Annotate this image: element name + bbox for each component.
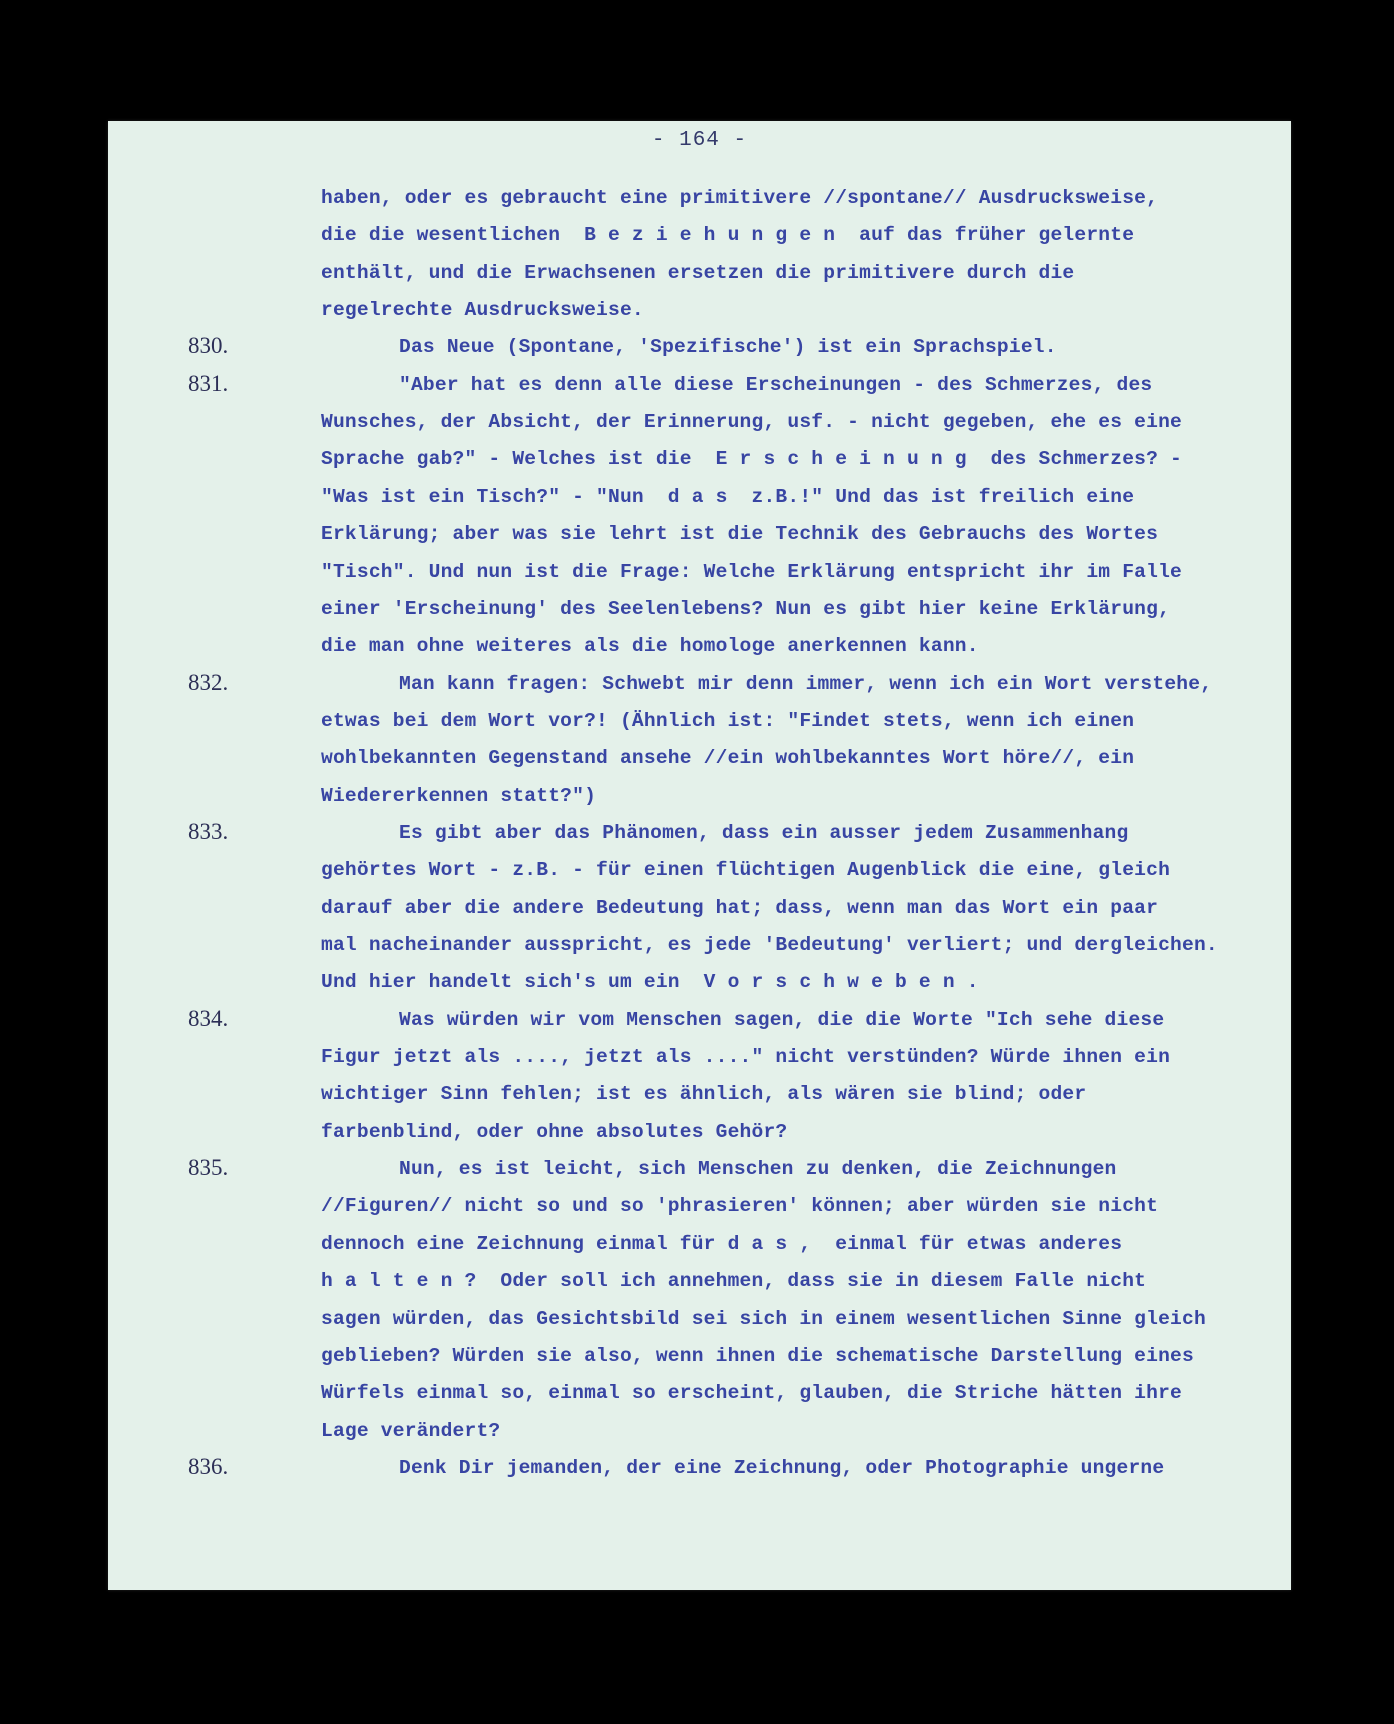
text-line: geblieben? Würden sie also, wenn ihnen die schematische Darstellung eines [321,1344,1194,1367]
remark-number: 830. [188,333,229,359]
text-line: die die wesentlichen B e z i e h u n g e n auf das früher gelernte [321,224,1135,247]
text-line: mal nacheinander ausspricht, es jede 'Bedeutung' verliert; und dergleichen. [321,934,1218,956]
text-line: h a l t e n ? Oder soll ich annehmen, dass sie in diesem Falle nicht [321,1270,1147,1293]
text-line: "Tisch". Und nun ist die Frage: Welche Erklärung entspricht ihr im Falle [321,560,1182,583]
text-line: Nun, es ist leicht, sich Menschen zu denken, die Zeichnungen [399,1158,1117,1181]
text-line: Wunsches, der Absicht, der Erinnerung, usf. - nicht gegeben, ehe es eine [321,411,1182,434]
text-line: Denk Dir jemanden, der eine Zeichnung, oder Photographie ungerne [399,1456,1165,1479]
text-line: sagen würden, das Gesichtsbild sei sich in einem wesentlichen Sinne gleich [321,1307,1206,1330]
text-line: haben, oder es gebraucht eine primitivere //spontane// Ausdrucksweise, [321,187,1159,209]
remark-number: 836. [188,1453,229,1479]
remark-number: 832. [188,669,229,695]
text-line: "Was ist ein Tisch?" - "Nun d a s z.B.!" Und das ist freilich eine [321,485,1135,508]
text-line: Lage verändert? [321,1419,501,1442]
text-line: Was würden wir vom Menschen sagen, die die Worte "Ich sehe diese [399,1008,1165,1031]
text-line: Sprache gab?" - Welches ist die E r s c h e i n u n g des Schmerzes? - [321,448,1182,471]
text-line: etwas bei dem Wort vor?! (Ähnlich ist: "Findet stets, wenn ich einen [321,709,1135,732]
text-line: Würfels einmal so, einmal so erscheint, glauben, die Striche hätten ihre [321,1382,1182,1405]
remark-number: 833. [188,818,229,844]
text-line: farbenblind, oder ohne absolutes Gehör? [321,1120,788,1143]
remark-number: 834. [188,1005,229,1031]
text-line: wohlbekannten Gegenstand ansehe //ein wohlbekanntes Wort höre//, ein [321,747,1135,770]
text-line: enthält, und die Erwachsenen ersetzen die primitivere durch die [321,261,1075,284]
text-line: Figur jetzt als ...., jetzt als ...." nicht verstünden? Würde ihnen ein [321,1046,1171,1069]
text-line: //Figuren// nicht so und so 'phrasieren' können; aber würden sie nicht [321,1195,1159,1218]
text-line: regelrechte Ausdrucksweise. [321,299,644,322]
text-line: Und hier handelt sich's um ein V o r s c h w e b e n . [321,971,979,994]
typescript-page [108,121,1291,1590]
text-line: wichtiger Sinn fehlen; ist es ähnlich, als wären sie blind; oder [321,1083,1087,1106]
text-line: dennoch eine Zeichnung einmal für d a s , einmal für etwas anderes [321,1232,1123,1255]
text-line: die man ohne weiteres als die homologe anerkennen kann. [321,635,979,658]
text-line: Es gibt aber das Phänomen, dass ein ausser jedem Zusammenhang [399,821,1129,844]
text-line: "Aber hat es denn alle diese Erscheinungen - des Schmerzes, des [399,373,1153,396]
text-line: Wiedererkennen statt?") [321,784,597,807]
text-line: einer 'Erscheinung' des Seelenlebens? Nun es gibt hier keine Erklärung, [321,597,1171,620]
remark-number: 831. [188,370,229,396]
text-line: gehörtes Wort - z.B. - für einen flüchtigen Augenblick die eine, gleich [321,859,1171,882]
text-line: Erklärung; aber was sie lehrt ist die Technik des Gebrauchs des Wortes [321,523,1159,546]
text-line: darauf aber die andere Bedeutung hat; dass, wenn man das Wort ein paar [321,896,1159,919]
page-number: - 164 - [651,129,748,152]
remark-number: 835. [188,1155,229,1181]
text-line: Man kann fragen: Schwebt mir denn immer, wenn ich ein Wort verstehe, [399,672,1213,695]
text-line: Das Neue (Spontane, 'Spezifische') ist ein Sprachspiel. [399,336,1057,359]
